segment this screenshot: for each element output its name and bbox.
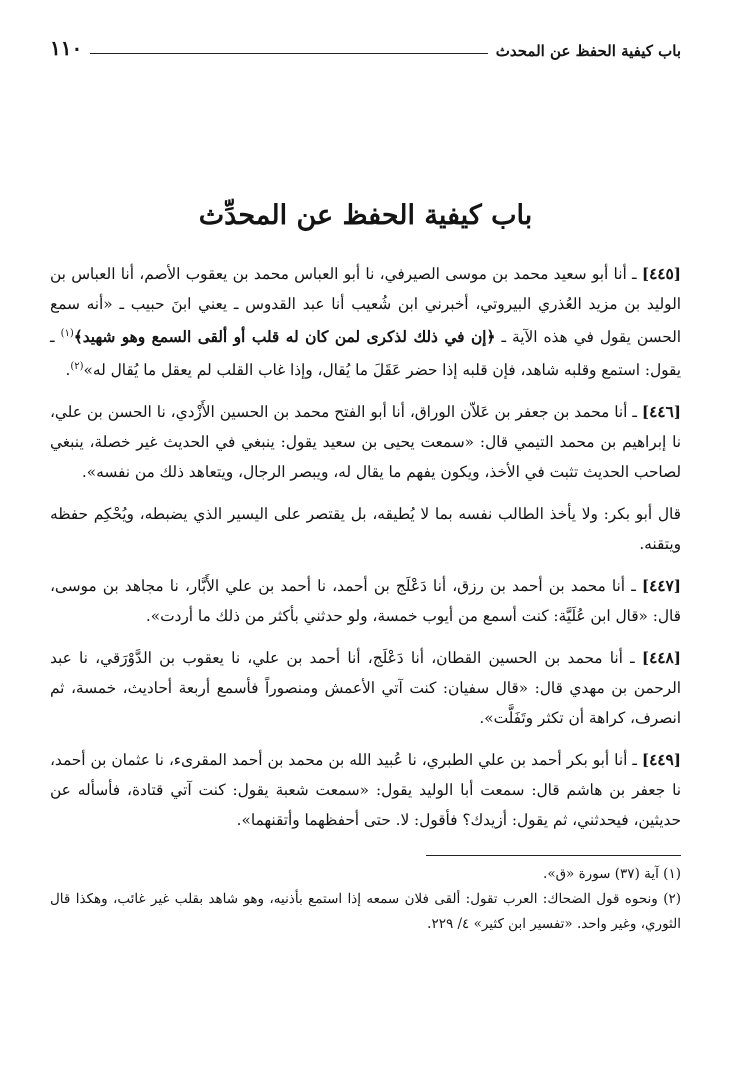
- footnote-rule: [426, 855, 681, 856]
- entry-number: [٤٤٧]: [641, 577, 681, 596]
- author-comment: [50, 499, 681, 559]
- entry-text: ـ أنا محمد بن أحمد بن رزق، أنا دَعْلَج بن أحمد، نا أحمد بن علي الأَبَّار، نا مجاهد بن موسى، قال: «قال ابن عُلَيَّة: كنت أسمع من أيوب خمسة، ولو حدثني بأكثر من ذلك ما أردت».: [50, 577, 681, 626]
- footnote-number: (٢): [663, 891, 682, 908]
- entry-text: ـ أنا محمد بن جعفر بن عَلاّن الوراق، أنا أبو الفتح محمد بن الحسين الأَزْدي، نا الحسن بن علي، نا إبراهيم بن محمد التيمي قال: «سمعت يحيى بن سعيد يقول: ينبغي في الحديث غير خصلة، ينبغي لصاحب الحديث تثبت في الأخذ، ويكون يفهم ما يقال له، ويبصر الرجال، ويتعاهد ذلك من نفسه».: [50, 403, 681, 482]
- entry-text: ـ أنا محمد بن الحسين القطان، أنا دَعْلَج، أنا أحمد بن علي، نا يعقوب بن الدَّوْرَقي، نا عبد الرحمن بن مهدي قال: «قال سفيان: كنت آتي الأعمش ومنصوراً فأسمع أربعة أحاديث، خمسة، ثم انصرف، كراهة أن تكثر وتَفَلَّت».: [50, 649, 681, 728]
- entry-446: [50, 397, 681, 487]
- footnote-2: [50, 887, 681, 937]
- entry-number: [٤٤٦]: [641, 403, 681, 422]
- entry-text-continued: ـ يقول: استمع وقلبه شاهد، فإن قلبه إذا حضر عَقَلَ ما يُقال، وإذا غاب القلب لم يعقل ما يُقال له»: [50, 328, 681, 380]
- footnote-number: (١): [663, 866, 681, 883]
- entry-number: [٤٤٥]: [641, 265, 681, 283]
- header-rule: [90, 53, 487, 54]
- entry-449: [50, 745, 681, 835]
- entry-text: ـ أنا أبو سعيد محمد بن موسى الصيرفي، نا أبو العباس محمد بن يعقوب الأصم، أنا العباس بن الوليد بن مزيد العُذري البيروتي، أخبرني ابن شُعيب أنا عبد القدوس ـ يعني ابنَ حبيب ـ «أنه سمع الحسن يقول في هذه الآية ـ: [50, 265, 681, 347]
- entry-number: [٤٤٨]: [641, 649, 681, 668]
- footnote-ref-2[interactable]: (٢): [70, 361, 84, 373]
- entry-number: [٤٤٩]: [641, 751, 681, 770]
- entry-text-end: .: [65, 361, 71, 380]
- entry-447: [50, 571, 681, 631]
- entry-448: [50, 643, 681, 733]
- quran-verse: ﴿إن في ذلك لذكرى لمن كان له قلب أو ألقى السمع وهو شهيد﴾: [73, 328, 496, 347]
- page-number: ١١٠: [50, 36, 83, 60]
- footnote-text: ونحوه قول الضحاك: العرب تقول: ألقى فلان سمعه إذا استمع بأذنيه، وهو شاهد بقلب غير غائب، وهكذا قال الثوري، وغير واحد. «تفسير ابن كثير» ٤/ ٢٢٩.: [50, 891, 681, 933]
- running-title: باب كيفية الحفظ عن المحدث: [495, 42, 681, 60]
- footnote-text: آية (٣٧) سورة «ق».: [543, 866, 659, 883]
- entry-445: [50, 259, 681, 385]
- footnote-1: [50, 862, 681, 887]
- chapter-title: باب كيفية الحفظ عن المحدِّث: [198, 200, 533, 231]
- comment-text: قال أبو بكر: ولا يأخذ الطالب نفسه بما لا يُطيقه، بل يقتصر على اليسير الذي يضبطه، ويُحْكِم حفظه ويتقنه.: [50, 505, 681, 554]
- running-header: [50, 30, 681, 60]
- entry-text: ـ أنا أبو بكر أحمد بن علي الطبري، نا عُبيد الله بن محمد بن أحمد المقرىء، نا عثمان بن أحمد، نا جعفر بن هاشم قال: سمعت أبا الوليد يقول: «سمعت شعبة يقول: كنت آتي قتادة، فأسأله عن حديثين، فيحدثني، ثم يقول: أزيدك؟ فأقول: لا. حتى أحفظهما وأتقنهما».: [50, 751, 681, 830]
- footnote-ref-1[interactable]: (١): [60, 328, 74, 339]
